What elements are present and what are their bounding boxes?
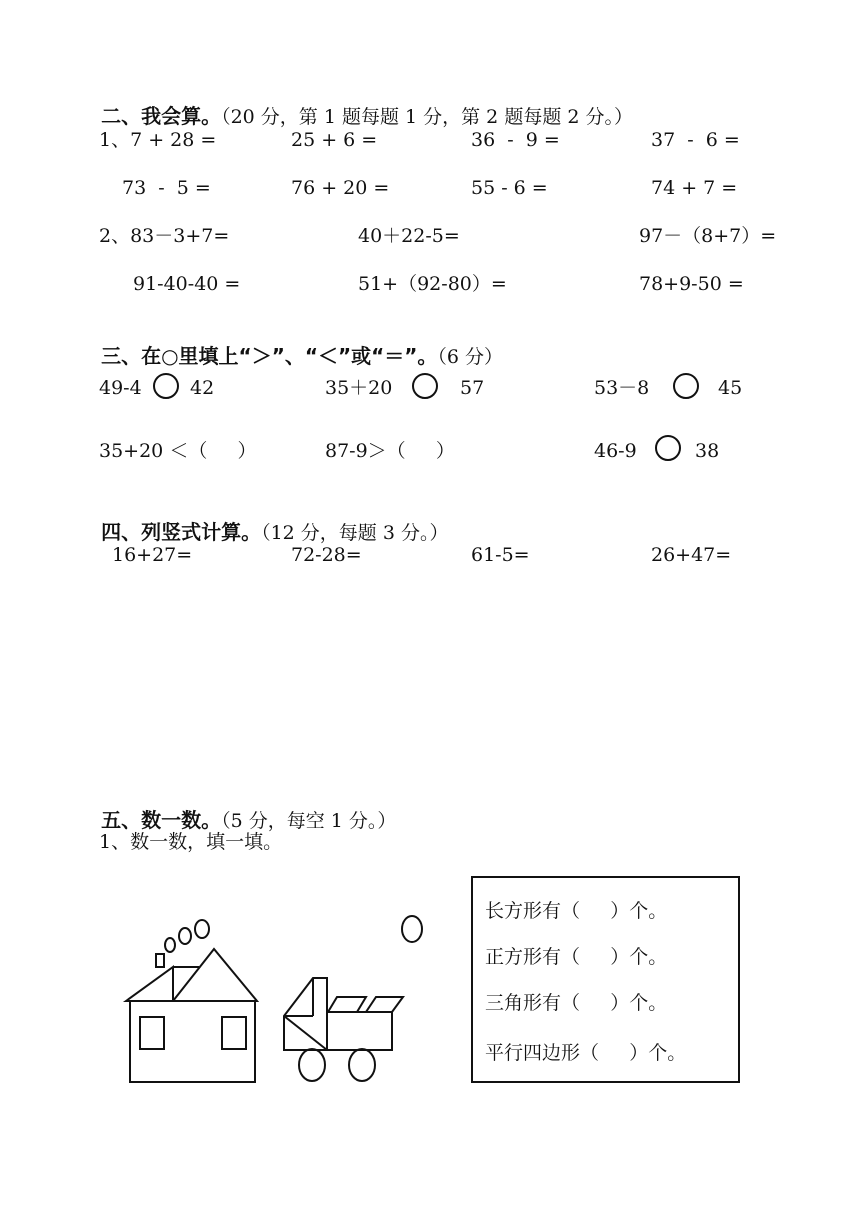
smoke-circle: [179, 928, 191, 944]
compare-right: 57: [460, 377, 485, 399]
vertical-calc-item: 72-28=: [291, 544, 362, 566]
truck-body: [327, 1012, 392, 1050]
compare-left: 53－8: [594, 377, 650, 399]
floating-oval: [402, 916, 422, 942]
compare-left: 35＋20: [325, 377, 393, 399]
section-4-title: 四、列竖式计算。: [101, 520, 262, 544]
vertical-calc-item: 26+47=: [651, 544, 732, 566]
house-body: [130, 1001, 255, 1082]
house-left-roof: [126, 967, 173, 1001]
smoke-circle: [195, 920, 209, 938]
calc-item: 97－（8+7）=: [639, 225, 777, 247]
cab-diagonal: [284, 1016, 327, 1050]
house-window-right: [222, 1017, 246, 1049]
calc-item: 25 + 6 =: [291, 129, 378, 151]
compare-right: 42: [190, 377, 215, 399]
calc-item: 91-40-40 =: [133, 273, 241, 295]
calc-item: 40＋22-5=: [358, 225, 460, 247]
compare-right: 45: [718, 377, 743, 399]
vertical-calc-item: 16+27=: [112, 544, 193, 566]
calc-item: 37 - 6 =: [651, 129, 740, 151]
section-2-note: （20 分，第 1 题每题 1 分，第 2 题每题 2 分。）: [221, 106, 633, 128]
truck-parallelogram: [366, 997, 403, 1012]
section-2-title: 二、我会算。: [101, 104, 222, 128]
truck-parallelogram: [328, 997, 366, 1012]
truck-cab: [284, 978, 327, 1050]
vertical-calc-item: 61-5=: [471, 544, 530, 566]
answer-parallelograms: 平行四边形（ ）个。: [485, 1042, 687, 1064]
answer-rectangles: 长方形有（ ）个。: [485, 900, 668, 922]
calc-item: 1、7 + 28 =: [99, 129, 217, 151]
calc-item: 2、83－3+7=: [99, 225, 230, 247]
calc-item: 74 + 7 =: [651, 177, 738, 199]
calc-item: 51+（92-80）=: [358, 273, 507, 295]
house-triangle-roof: [173, 949, 257, 1001]
section-5-subquestion: 1、数一数，填一填。: [99, 831, 283, 853]
section-3-title: 三、在○里填上“＞”、“＜”或“＝”。: [101, 344, 438, 368]
truck-wheel: [349, 1049, 375, 1081]
section-3-note: （6 分）: [437, 346, 504, 368]
house-window-left: [140, 1017, 164, 1049]
calc-item: 36 - 9 =: [471, 129, 560, 151]
section-5-title: 五、数一数。: [101, 808, 222, 832]
house-chimney: [156, 954, 164, 967]
compare-fill-blank: 35+20 ＜（ ）: [99, 440, 257, 462]
compare-fill-blank: 87-9＞（ ）: [325, 440, 455, 462]
compare-left: 49-4: [99, 377, 142, 399]
section-5-note: （5 分，每空 1 分。）: [221, 810, 397, 832]
section-4-note: （12 分，每题 3 分。）: [261, 522, 449, 544]
truck-wheel: [299, 1049, 325, 1081]
smoke-circle: [165, 938, 175, 952]
calc-item: 76 + 20 =: [291, 177, 390, 199]
calc-item: 78+9-50 =: [639, 273, 744, 295]
calc-item: 55 - 6 =: [471, 177, 548, 199]
answer-triangles: 三角形有（ ）个。: [485, 992, 668, 1014]
compare-left: 46-9: [594, 440, 637, 462]
calc-item: 73 - 5 =: [122, 177, 211, 199]
compare-right: 38: [695, 440, 720, 462]
answer-squares: 正方形有（ ）个。: [485, 946, 668, 968]
